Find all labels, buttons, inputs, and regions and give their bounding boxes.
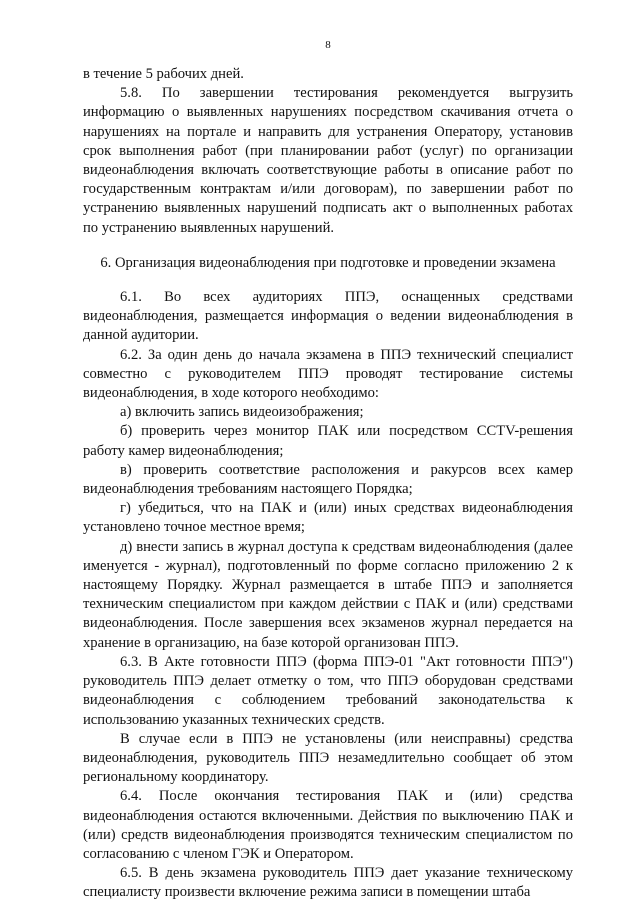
paragraph-6-3: 6.3. В Акте готовности ППЭ (форма ППЭ-01 "Акт готовности ППЭ") руководитель ППЭ делает отметку о том, что ППЭ оборудован средствами видеонаблюдения с соблюдением требований законодательства к использованию указанных технических средств. xyxy=(83,653,573,728)
section-heading-6: 6. Организация видеонаблюдения при подготовке и проведении экзамена xyxy=(100,254,556,271)
paragraph-continuation: в течение 5 рабочих дней. xyxy=(83,66,244,82)
paragraph-6-3-note: В случае если в ППЭ не установлены (или неисправны) средства видеонаблюдения, руководитель ППЭ незамедлительно сообщает об этом региональному координатору. xyxy=(83,730,573,786)
paragraph-6-2: 6.2. За один день до начала экзамена в ППЭ технический специалист совместно с руководителем ППЭ проводят тестирование системы видеонаблюдения, в ходе которого необходимо: xyxy=(83,346,573,402)
paragraph-5-8: 5.8. По завершении тестирования рекомендуется выгрузить информацию о выявленных нарушениях посредством скачивания отчета о нарушениях на портале и направить для устранения Оператору, установив срок выполнения работ (при планировании работ (услуг) по организации видеонаблюдения включать соответствующие работы в описание работ по государственным контрактам и/или договорам), по завершении работ по устранению выявленных нарушений подписать акт о выполненных работах по устранению выявленных нарушений. xyxy=(83,85,573,236)
paragraph-6-5: 6.5. В день экзамена руководитель ППЭ дает указание техническому специалисту произвести включение режима записи в помещении штаба xyxy=(83,865,573,901)
list-item-a: а) включить запись видеоизображения; xyxy=(120,404,364,421)
page-number: 8 xyxy=(325,39,331,51)
list-item-d: д) внести запись в журнал доступа к средствам видеонаблюдения (далее именуется - журнал), подготовленный по форме согласно приложению 2 к настоящему Порядку. Журнал размещается в штабе ППЭ и заполняется техническим специалистом при каждом действии с ПАК и (или) средствами видеонаблюдения. После завершения всех экзаменов журнал передается на хранение в организацию, на базе которой организован ППЭ. xyxy=(83,538,573,651)
paragraph-6-1: 6.1. Во всех аудиториях ППЭ, оснащенных средствами видеонаблюдения, размещается информация о ведении видеонаблюдения в данной аудитории. xyxy=(83,289,573,344)
document-body xyxy=(83,65,573,903)
list-item-v: в) проверить соответствие расположения и ракурсов всех камер видеонаблюдения требованиям настоящего Порядка; xyxy=(83,461,573,498)
list-item-b: б) проверить через монитор ПАК или посредством CCTV-решения работу камер видеонаблюдения; xyxy=(83,423,573,459)
list-item-g: г) убедиться, что на ПАК и (или) иных средствах видеонаблюдения установлено точное местное время; xyxy=(83,500,573,536)
paragraph-6-4: 6.4. После окончания тестирования ПАК и (или) средства видеонаблюдения остаются включенными. Действия по выключению ПАК и (или) средств видеонаблюдения производятся техническим специалистом по согласованию с членом ГЭК и Оператором. xyxy=(83,788,573,862)
